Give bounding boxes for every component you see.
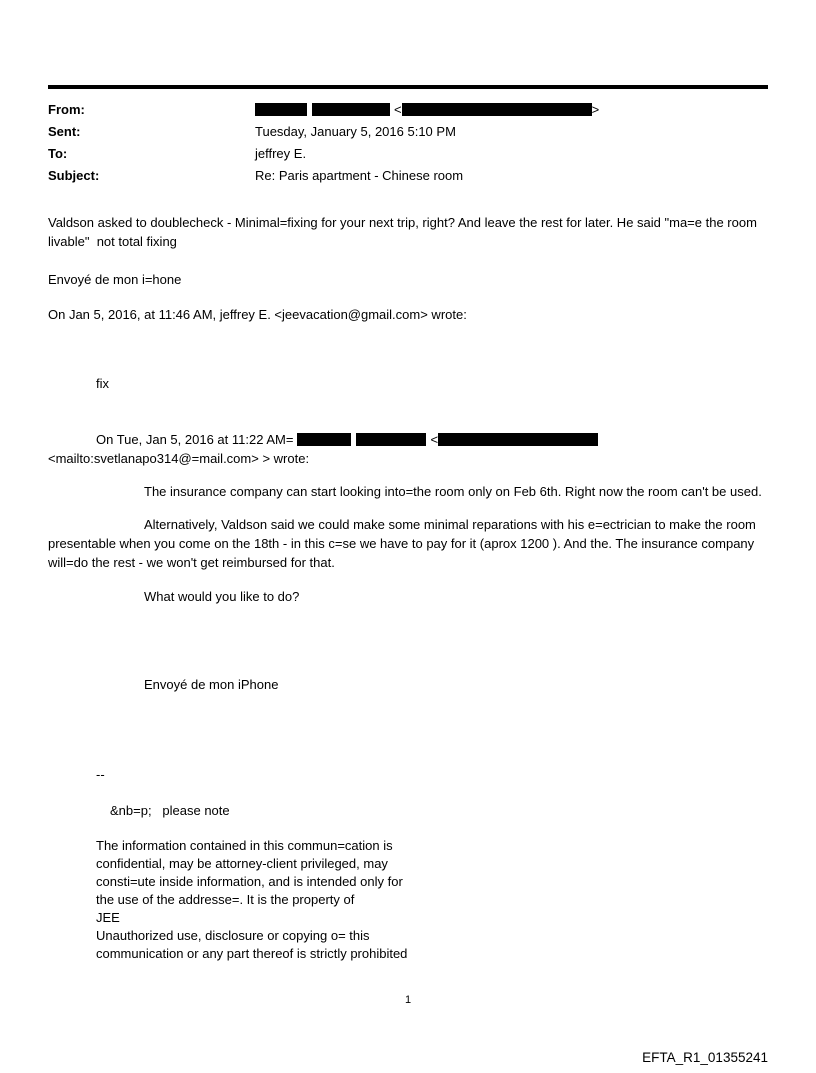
to-label: To: (48, 146, 68, 161)
reply-text: fix (96, 376, 109, 391)
page-content (48, 99, 772, 963)
sent-label: Sent: (48, 124, 81, 139)
disclaimer-line: consti=ute inside information, and is intended only for (96, 874, 403, 889)
from-label: From: (48, 102, 85, 117)
redacted-sender-email (402, 103, 592, 116)
subject-label: Subject: (48, 168, 100, 183)
from-value (255, 99, 772, 121)
page-number: 1 (404, 994, 412, 1006)
question-paragraph: What would you like to do? (144, 589, 300, 604)
disclaimer-line: JEE (96, 910, 120, 925)
redacted-name-1 (297, 433, 351, 446)
quoted-reply-header-2 (48, 430, 772, 468)
sent-from-iphone-line-2: Envoyé de mon iPhone (144, 677, 279, 692)
from-angle-close: > (591, 102, 600, 117)
quoted-reply-header-2-line-1 (48, 430, 772, 449)
redacted-sender-last-name (312, 103, 390, 116)
intro-paragraph: Valdson asked to doublecheck - Minimal=fixing for your next trip, right? And leave the rest for later. He said "ma=e the room livable" not total fixing (48, 215, 761, 249)
redacted-sender-first-name (255, 103, 307, 116)
quoted-reply-header-1: On Jan 5, 2016, at 11:46 AM, jeffrey E. <jeevacation@gmail.com> wrote: (48, 307, 467, 322)
mailto-line: <mailto:svetlanapo314@=mail.com> > wrote: (48, 451, 310, 466)
disclaimer-line: the use of the addresse=. It is the property of (96, 892, 355, 907)
quote2-prefix-text: On Tue, Jan 5, 2016 at 11:22 AM= (96, 432, 294, 447)
sent-value: Tuesday, January 5, 2016 5:10 PM (255, 124, 456, 139)
signature-divider: -- (96, 767, 105, 782)
alternatives-paragraph: Alternatively, Valdson said we could make some minimal reparations with his e=ectrician to make the room presentable when you come on the 18th - in this c=se we have to pay for it (aprox 1200 ). And the. The insurance company will=do the rest - we won't get reimbursed for that. (48, 517, 760, 570)
please-note-line: &nb=p; please note (110, 803, 230, 818)
disclaimer-line: Unauthorized use, disclosure or copying o= this (96, 928, 370, 943)
redacted-email-2 (438, 433, 598, 446)
to-value: jeffrey E. (255, 146, 307, 161)
confidentiality-disclaimer (48, 837, 772, 963)
disclaimer-line: communication or any part thereof is strictly prohibited (96, 946, 408, 961)
header-row-subject (48, 165, 772, 187)
insurance-paragraph: The insurance company can start looking into=the room only on Feb 6th. Right now the room can't be used. (144, 484, 762, 499)
header-row-from (48, 99, 772, 121)
bates-number: EFTA_R1_01355241 (642, 1050, 768, 1065)
sent-from-iphone-line-1: Envoyé de mon i=hone (48, 272, 182, 287)
from-angle-open: < (394, 102, 402, 117)
header-divider-rule (48, 85, 768, 89)
email-header (48, 99, 772, 187)
disclaimer-line: confidential, may be attorney-client privileged, may (96, 856, 388, 871)
header-row-sent (48, 121, 772, 143)
redacted-name-2 (356, 433, 426, 446)
subject-value: Re: Paris apartment - Chinese room (255, 168, 464, 183)
header-row-to (48, 143, 772, 165)
disclaimer-line: The information contained in this commun=cation is (96, 838, 393, 853)
quote2-angle-open: < (430, 432, 439, 447)
